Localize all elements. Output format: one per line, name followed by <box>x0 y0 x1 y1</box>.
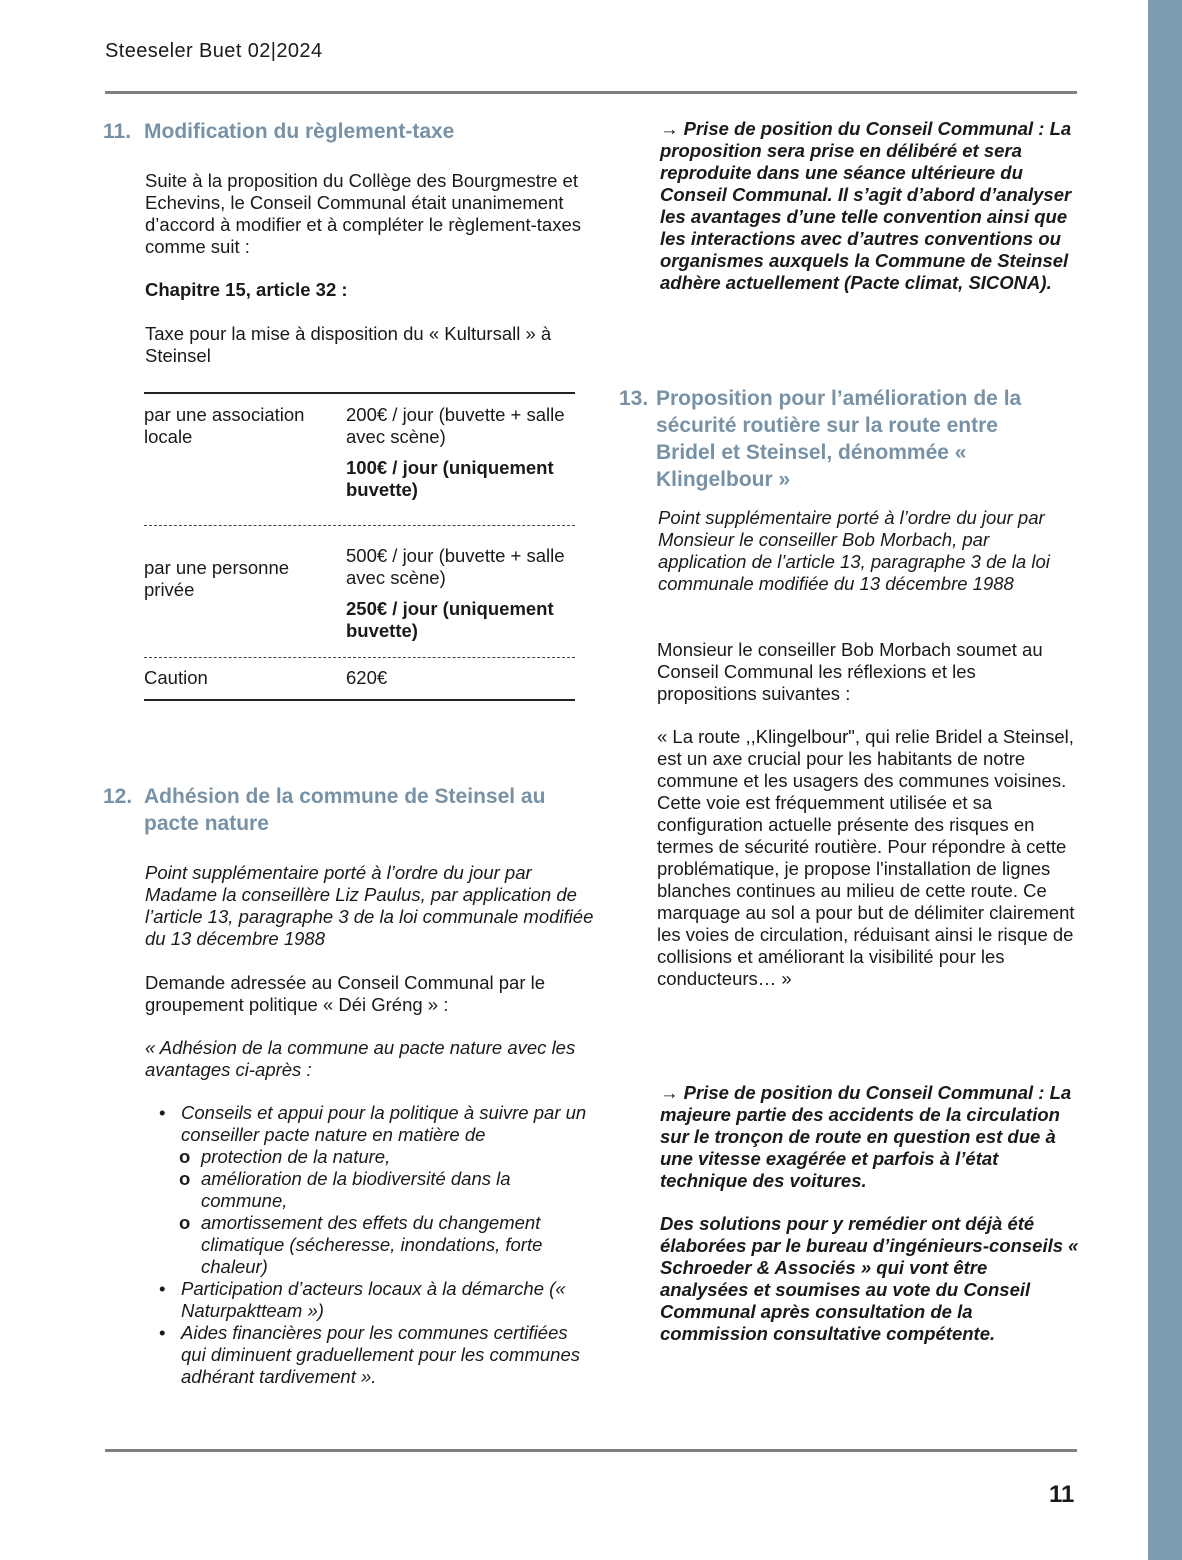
list-item <box>145 1278 593 1322</box>
table-row-2-price-full: 500€ / jour (buvette + salle avec scène) <box>346 545 565 588</box>
table-top-line <box>144 392 575 394</box>
sub-list-item: o protection de la nature, <box>181 1146 593 1168</box>
section-12-note: Point supplémentaire porté à l’ordre du jour par Madame la conseillère Liz Paulus, par application de l’article 13, paragraphe 3 de la loi communale modifiée du 13 décembre 1988 <box>145 862 594 949</box>
section-11-chapter: Chapitre 15, article 32 : <box>145 279 348 300</box>
section-11-tax-label: Taxe pour la mise à disposition du « Kultursall » à Steinsel <box>145 323 552 366</box>
section-11-number: 11. <box>103 120 132 143</box>
section-12-heading <box>103 783 583 837</box>
section-13-note: Point supplémentaire porté à l’ordre du jour par Monsieur le conseiller Bob Morbach, par application de l’article 13, paragraphe 3 de la loi communale modifiée du 13 décembre 1988 <box>658 507 1050 594</box>
section-12-quote-intro: « Adhésion de la commune au pacte nature avec les avantages ci-après : <box>145 1037 576 1080</box>
table-bottom-line <box>144 699 575 701</box>
table-row-2-price-bar: 250€ / jour (uniquement buvette) <box>346 598 554 641</box>
list-item <box>145 1102 593 1278</box>
table-row-1-price-bar: 100€ / jour (uniquement buvette) <box>346 457 554 500</box>
section-13-intro: Monsieur le conseiller Bob Morbach soumet au Conseil Communal les réflexions et les propositions suivantes : <box>657 639 1043 704</box>
pacte-nature-benefits-list <box>145 1102 593 1388</box>
list-item-text: Participation d’acteurs locaux à la démarche (« Naturpaktteam ») <box>181 1278 566 1321</box>
section-11-intro: Suite à la proposition du Collège des Bourgmestre et Echevins, le Conseil Communal était unanimement d’accord à modifier et à compléter le règlement-taxes comme suit : <box>145 170 581 257</box>
section-13-council-solutions: Des solutions pour y remédier ont déjà été élaborées par le bureau d’ingénieurs-conseils « Schroeder & Associés » qui vont être analysées et soumises au vote du Conseil Communal après consultation de la commission consultative compétente. <box>660 1213 1079 1344</box>
footer-divider <box>105 1449 1077 1452</box>
section-13-quote: « La route ,,Klingelbour", qui relie Bridel a Steinsel, est un axe crucial pour les habitants de notre commune et les usagers des communes voisines. Cette voie est fréquemment utilisée et sa configuration actuelle présente des risques en termes de sécurité routière. Pour répondre à cette problématique, je propose l'installation de lignes blanches continues au milieu de cette route. Ce marquage au sol a pour but de délimiter clairement les voies de circulation, réduisant ainsi le risque de collisions et améliorant la visibilité pour les conducteurs… » <box>657 726 1075 989</box>
list-item <box>145 1322 593 1388</box>
section-11-heading <box>103 118 583 145</box>
table-row-2-who: par une personne privée <box>144 557 290 600</box>
section-12-number: 12. <box>103 785 133 808</box>
list-item-text: Conseils et appui pour la politique à suivre par un conseiller pacte nature en matière de <box>181 1102 587 1145</box>
section-13-council-response: → Prise de position du Conseil Communal : La majeure partie des accidents de la circulation sur le tronçon de route en question est due à une vitesse exagérée et parfois à l’état technique des voitures. <box>660 1082 1072 1191</box>
section-11-title: Modification du règlement-taxe <box>144 120 455 143</box>
table-divider-2 <box>144 657 575 658</box>
page-number: 11 <box>1049 1481 1075 1508</box>
side-color-bar <box>1148 0 1182 1560</box>
sub-list-item: o amortissement des effets du changement climatique (sécheresse, inondations, forte chaleur) <box>181 1212 593 1278</box>
section-12-title: Adhésion de la commune de Steinsel au pacte nature <box>144 785 546 835</box>
list-item-text: Aides financières pour les communes certifiées qui diminuent graduellement pour les communes adhérant tardivement ». <box>181 1322 580 1387</box>
table-caution-label: Caution <box>144 667 208 688</box>
section-12-council-response: → Prise de position du Conseil Communal : La proposition sera prise en délibéré et sera reproduite dans une séance ultérieure du Conseil Communal. Il s’agit d’abord d’analyser les avantages d’une telle convention ainsi que les interactions avec d’autres conventions ou organismes auxquels la Commune de Steinsel adhère actuellement (Pacte climat, SICONA). <box>660 118 1072 293</box>
section-13-heading <box>619 385 1059 493</box>
publication-title: Steeseler Buet 02|2024 <box>105 40 323 62</box>
section-12-request: Demande adressée au Conseil Communal par le groupement politique « Déi Gréng » : <box>145 972 546 1015</box>
section-13-number: 13. <box>619 387 649 410</box>
sub-list-item: o amélioration de la biodiversité dans la commune, <box>181 1168 593 1212</box>
table-divider-1 <box>144 525 575 526</box>
section-13-title: Proposition pour l’amélioration de la sécurité routière sur la route entre Bridel et Steinsel, dénommée « Klingelbour » <box>656 387 1022 491</box>
header-divider <box>105 91 1077 94</box>
table-row-1-who: par une association locale <box>144 404 305 447</box>
table-row-1-price-full: 200€ / jour (buvette + salle avec scène) <box>346 404 565 447</box>
sub-list <box>181 1146 593 1278</box>
table-caution-value: 620€ <box>346 667 388 688</box>
